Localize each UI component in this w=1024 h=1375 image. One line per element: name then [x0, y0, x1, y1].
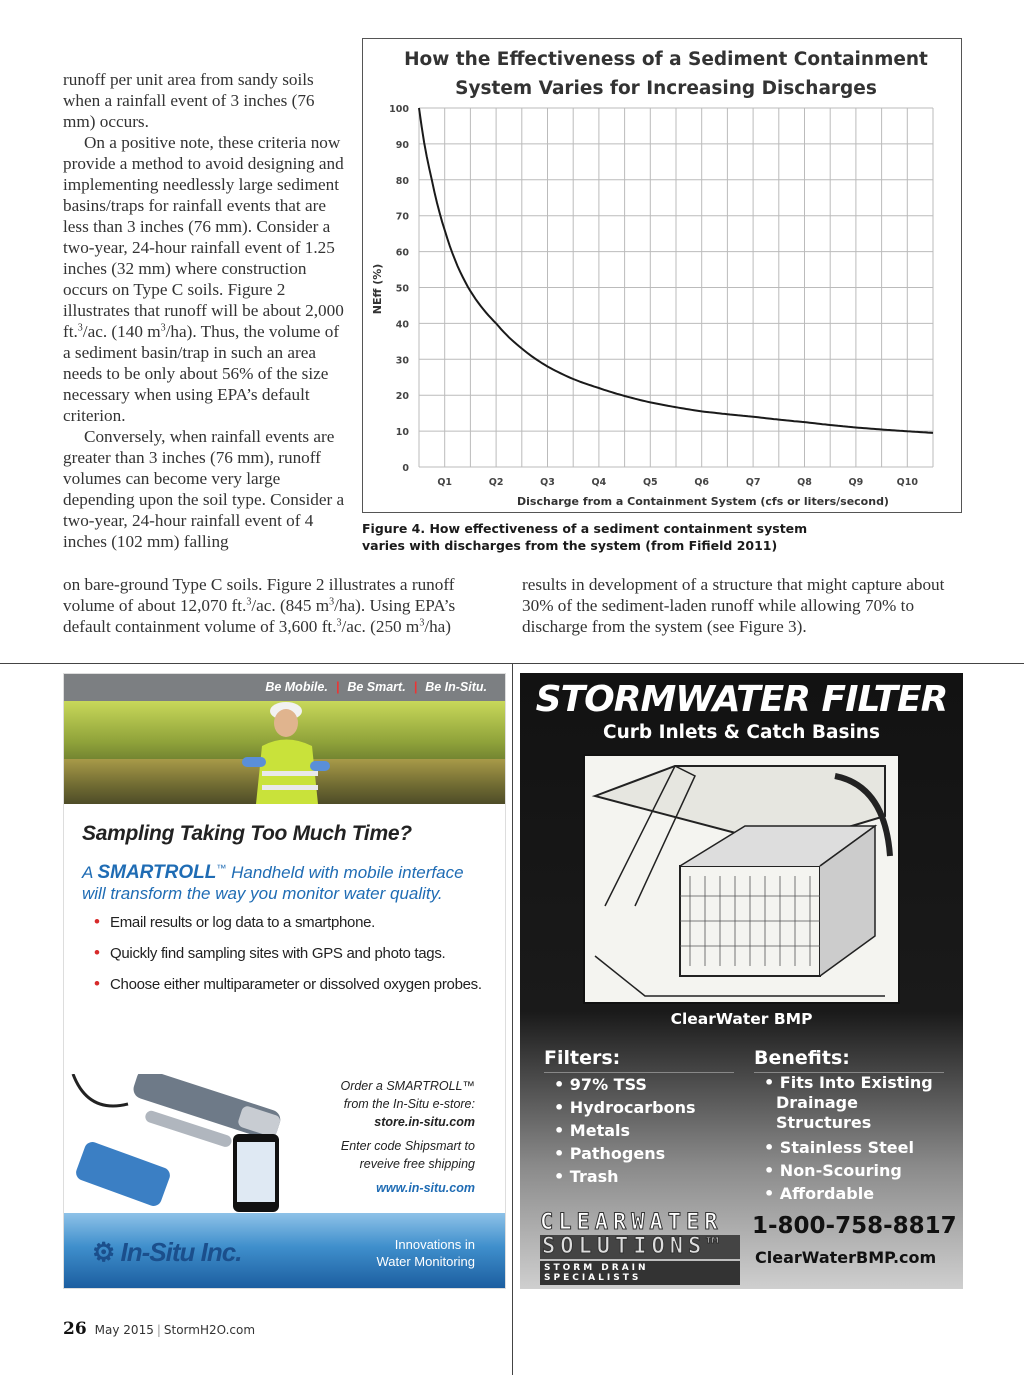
x-tick-label: Q5 [642, 477, 658, 488]
article-bottom-left: on bare-ground Type C soils. Figure 2 illustrates a runoff volume of about 12,070 ft.$^3$/ac. (845 $m^3/ha$). Using EPA’s default containment volume of 3,600 ft.$^3$/ac. (250 $m^3/ha$) [63, 575, 456, 636]
ad-order-info: Order a SMARTROLL™ from the In-Situ e-store: store.in-situ.com Enter code Shipsmart to reveive free shipping www.in-situ.com [275, 1077, 475, 1197]
ad-topbar: Be Mobile. | Be Smart. | Be In-Situ. [64, 674, 505, 701]
figure-4-chart [362, 38, 962, 513]
ad-headline: Sampling Taking Too Much Time? [82, 822, 412, 845]
ad-footer [64, 1213, 505, 1288]
ad-subtitle: Curb Inlets & Catch Basins [603, 722, 880, 743]
chart-svg [363, 39, 960, 511]
website-link[interactable]: ClearWaterBMP.com [755, 1248, 937, 1267]
y-tick-label: 90 [395, 139, 409, 151]
page-footer: 26 May 2015 | StormH2O.com [63, 1319, 256, 1339]
y-tick-label: 30 [395, 355, 409, 367]
x-tick-label: Q9 [848, 477, 864, 488]
ad-title: STORMWATER FILTER [535, 679, 948, 720]
x-tick-label: Q4 [591, 477, 607, 488]
list-item: • Choose either multiparameter or dissolved oxygen probes. [94, 974, 482, 993]
store-link[interactable]: store.in-situ.com [374, 1115, 475, 1129]
ad-tagline: Innovations in Water Monitoring [376, 1237, 475, 1269]
y-tick-label: 0 [402, 463, 409, 474]
ad-feature-list [82, 914, 487, 993]
y-tick-label: 100 [389, 104, 409, 115]
x-axis-label: Discharge from a Containment System (cfs or liters/second) [517, 495, 889, 508]
y-tick-label: 20 [395, 391, 409, 403]
paragraph-1: runoff per unit area from sandy soils when a rainfall event of 3 inches (76 mm) occurs. [63, 70, 315, 131]
in-situ-advertisement[interactable] [63, 673, 506, 1289]
x-tick-label: Q3 [540, 477, 555, 488]
clearwater-solutions-logo: CLEARWATER SOLUTIONS™ STORM DRAIN SPECIALISTS [540, 1211, 740, 1285]
list-item: • Quickly find sampling sites with GPS and photo tags. [94, 943, 446, 962]
x-tick-label: Q6 [694, 477, 710, 488]
chart-title-line-2: System Varies for Increasing Discharges [455, 78, 877, 99]
figure-caption: Figure 4. How effectiveness of a sediment containment system varies with discharges from the system (from Fifield 2011) [362, 521, 808, 553]
y-axis-label: NEff (%) [371, 263, 384, 315]
ad-subheadline: A SMARTROLL™ Handheld with mobile interface will transform the way you monitor water quality. [82, 862, 464, 903]
clearwater-advertisement[interactable] [520, 673, 963, 1289]
phone-number[interactable]: 1-800-758-8817 [752, 1213, 957, 1239]
x-tick-label: Q10 [896, 477, 918, 488]
x-tick-label: Q7 [745, 477, 761, 488]
list-item: • Email results or log data to a smartphone. [94, 912, 376, 931]
catch-basin-filter-illustration [583, 754, 900, 1004]
y-tick-label: 40 [395, 319, 409, 331]
paragraph-3: Conversely, when rainfall events are greater than 3 inches (76 mm), runoff volumes can become very large depending upon the soil type. Consider a two-year, 24-hour rainfall event of 4 inches (102 mm) falling [63, 427, 345, 551]
person-in-safety-vest-icon [234, 701, 344, 804]
paragraph-2: On a positive note, these criteria now provide a method to avoid designing and implementing needlessly large sediment basins/traps for rainfall events that are less than 3 inches (76 mm). Consider a two-year, 24-hour rainfall event of 1.25 inches (32 mm) where construction occurs on Type C soils. Figure 2 illustrates that runoff will be about 2,000 ft.$^3$/ac. (140 $m^3/ha$). Thus, the volume of a sediment basin/trap in such an area needs to be only about 56% of the size necessary when using EPA’s default criterion. [63, 133, 344, 425]
vertical-divider [512, 663, 513, 1375]
chart-title-line-1: How the Effectiveness of a Sediment Containment [404, 49, 928, 70]
x-tick-label: Q2 [488, 477, 504, 488]
x-tick-label: Q1 [437, 477, 453, 488]
y-tick-label: 70 [395, 211, 409, 223]
clearwater-bmp-label: ClearWater BMP [670, 1010, 813, 1028]
filters-list: Filters: • 97% TSS • Hydrocarbons • Metals • Pathogens • Trash [544, 1047, 744, 1188]
page-number: 26 [63, 1319, 87, 1339]
article-bottom-right: results in development of a structure that might capture about 30% of the sediment-laden runoff while allowing 70% to discharge from the system (see Figure 3). [522, 575, 945, 636]
article-column-1 [63, 69, 345, 552]
benefits-list: Benefits: • Fits Into Existing Drainage Structures • Stainless Steel • Non-Scouring • Affordable [754, 1047, 954, 1205]
filter-diagram-icon [585, 756, 898, 1002]
in-situ-website-link[interactable]: www.in-situ.com [376, 1181, 475, 1195]
in-situ-logo: ⚙ In-Situ Inc. [92, 1237, 242, 1267]
water-probe-and-phone-icon [68, 1074, 298, 1214]
y-tick-label: 10 [395, 427, 409, 439]
y-tick-label: 50 [395, 283, 409, 295]
field-worker-photo [64, 701, 505, 804]
y-tick-label: 80 [395, 175, 409, 187]
x-tick-label: Q8 [797, 477, 812, 488]
y-tick-label: 60 [395, 247, 409, 259]
